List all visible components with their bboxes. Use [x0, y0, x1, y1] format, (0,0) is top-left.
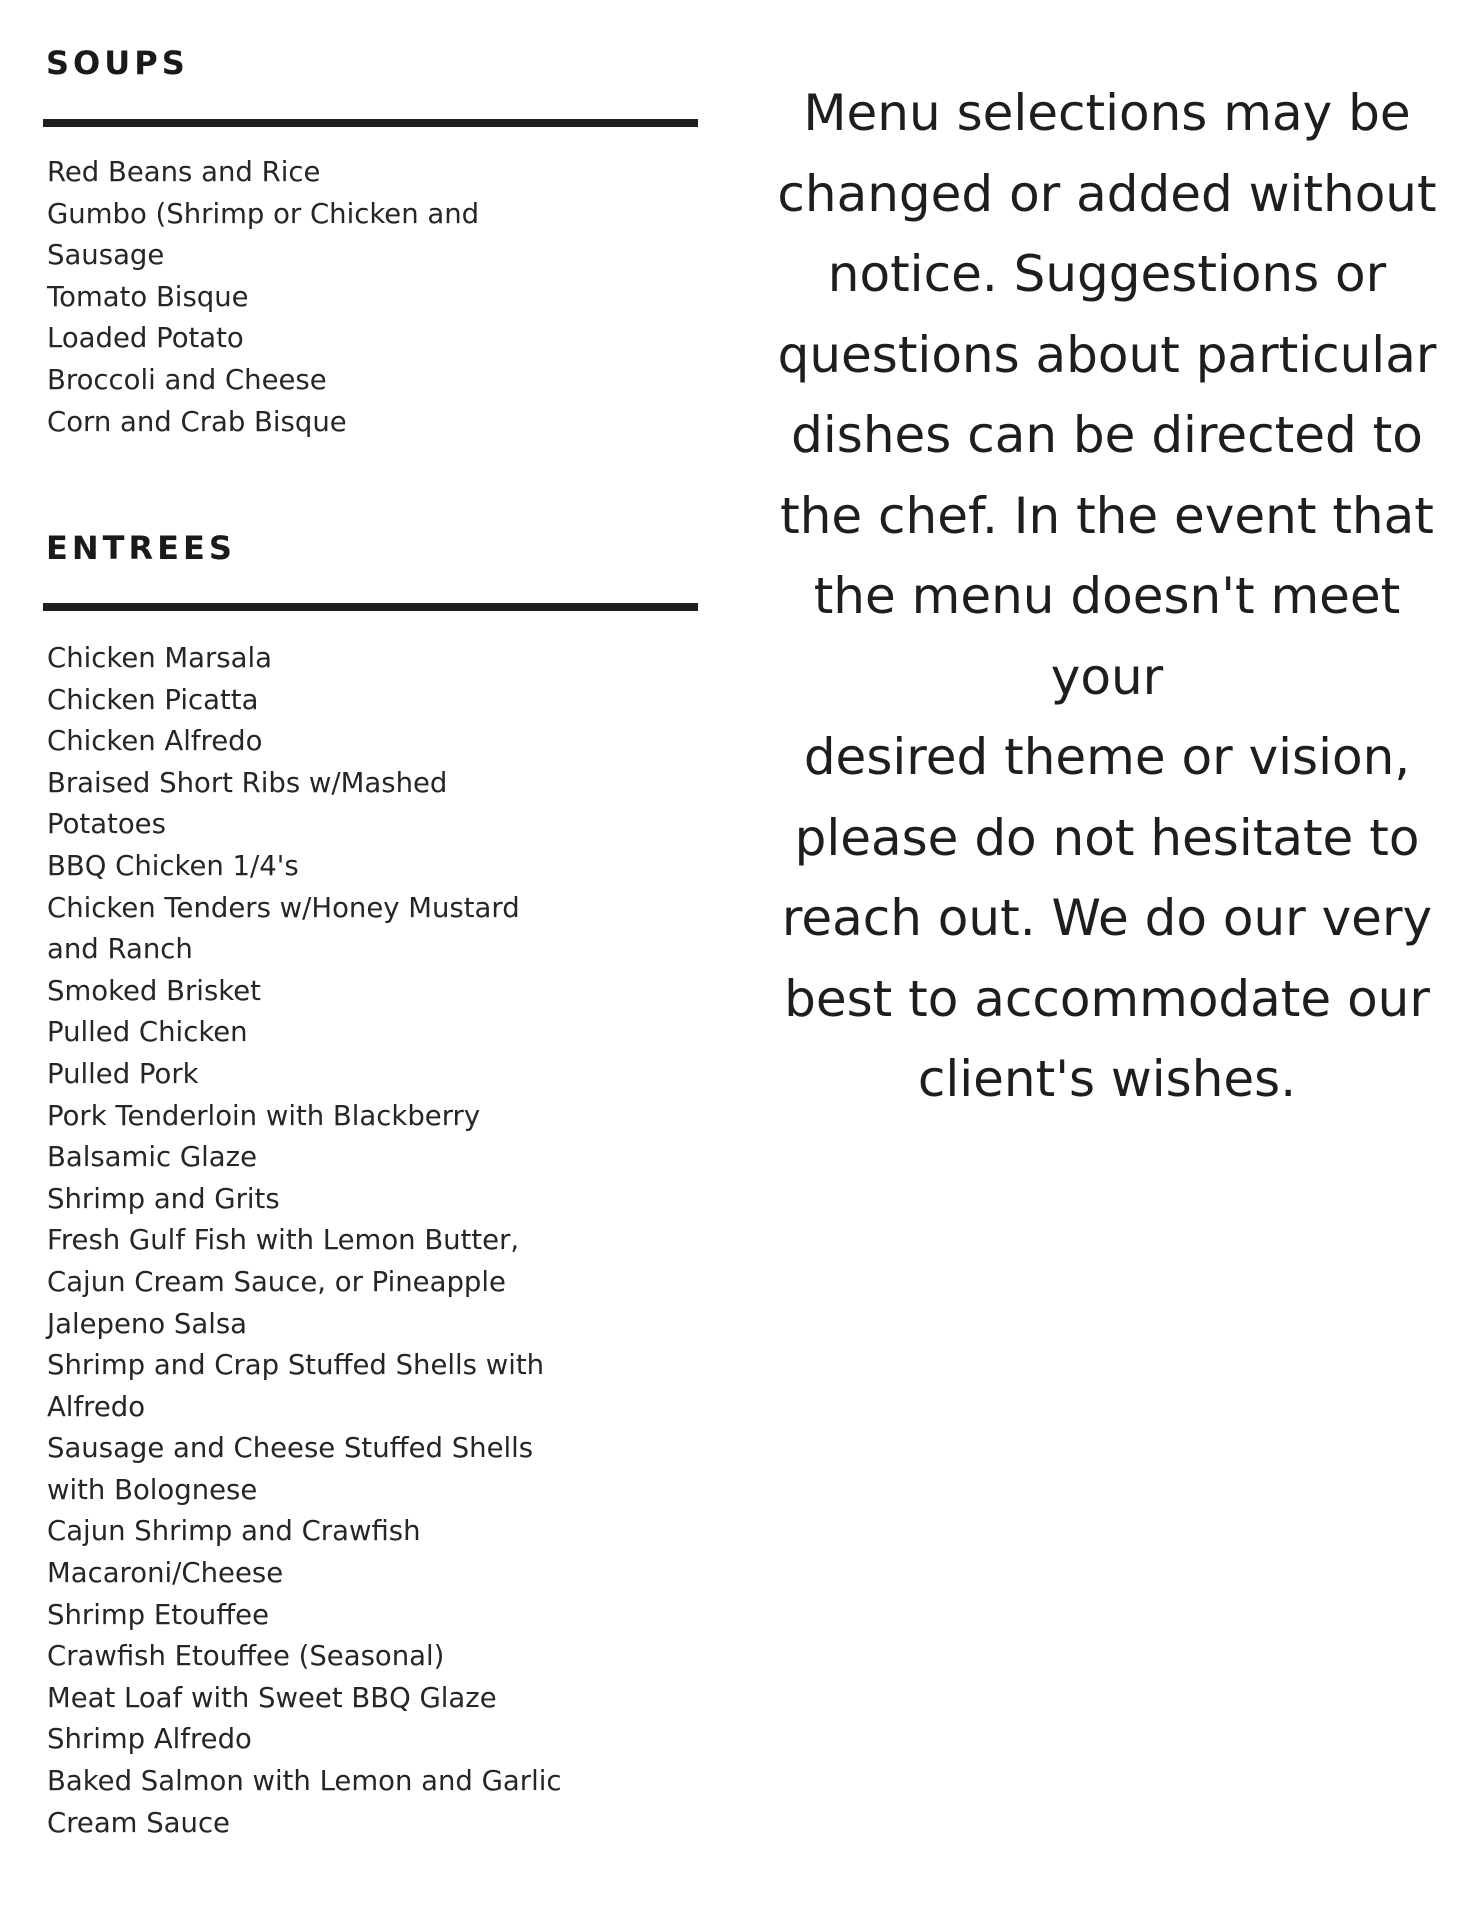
soups-list [47, 152, 567, 443]
menu-item: Smoked Brisket [47, 974, 261, 1007]
menu-item: Meat Loaf with Sweet BBQ Glaze [47, 1681, 497, 1714]
menu-item: Shrimp and Grits [47, 1182, 280, 1215]
menu-item: Chicken Alfredo [47, 725, 263, 758]
disclaimer-line: notice. Suggestions or [827, 245, 1387, 303]
menu-item: Balsamic Glaze [47, 1141, 257, 1174]
menu-item: Tomato Bisque [47, 280, 249, 313]
menu-item: Braised Short Ribs w/Mashed [47, 766, 448, 799]
menu-item: Red Beans and Rice [47, 156, 321, 188]
entrees-heading: ENTREES [46, 529, 236, 567]
menu-item: Pulled Chicken [47, 1016, 248, 1049]
menu-item: with Bolognese [47, 1473, 258, 1506]
menu-item: Pulled Pork [47, 1057, 199, 1090]
menu-item: Shrimp Etouffee [47, 1598, 270, 1631]
entrees-list [47, 638, 567, 1844]
menu-item: Chicken Picatta [47, 683, 259, 716]
menu-item: and Ranch [47, 933, 193, 966]
disclaimer-line: reach out. We do our very [781, 889, 1433, 947]
menu-item: Potatoes [47, 808, 166, 841]
menu-item: Baked Salmon with Lemon and Garlic [47, 1765, 562, 1798]
menu-item: Cream Sauce [47, 1806, 230, 1839]
menu-item: Alfredo [47, 1390, 146, 1423]
menu-item: Broccoli and Cheese [47, 363, 327, 396]
menu-item: Macaroni/Cheese [47, 1557, 284, 1590]
menu-item: Chicken Tenders w/Honey Mustard [47, 891, 520, 924]
disclaimer-line: Menu selections may be [803, 84, 1411, 142]
menu-item: Gumbo (Shrimp or Chicken and [47, 197, 480, 230]
menu-item: BBQ Chicken 1/4's [47, 849, 299, 882]
menu-item: Sausage [47, 239, 165, 272]
disclaimer-line: the chef. In the event that [780, 486, 1434, 545]
disclaimer-line: changed or added without [777, 164, 1437, 223]
disclaimer-line: client's wishes. [917, 1050, 1297, 1108]
soups-heading: SOUPS [46, 44, 189, 82]
soups-divider [43, 119, 698, 127]
menu-item: Chicken Marsala [47, 642, 272, 674]
menu-item: Sausage and Cheese Stuffed Shells [47, 1432, 534, 1465]
menu-disclaimer [752, 73, 1462, 1120]
menu-item: Jalepeno Salsa [47, 1307, 248, 1340]
entrees-divider [43, 603, 698, 611]
disclaimer-line: the menu doesn't meet your [813, 567, 1401, 706]
menu-item: Crawfish Etouffee (Seasonal) [47, 1640, 445, 1673]
menu-item: Shrimp and Crap Stuffed Shells with [47, 1349, 545, 1382]
disclaimer-line: desired theme or vision, [803, 728, 1411, 786]
disclaimer-line: questions about particular [777, 325, 1437, 384]
menu-item: Shrimp Alfredo [47, 1723, 252, 1756]
menu-item: Fresh Gulf Fish with Lemon Butter, [47, 1224, 520, 1257]
menu-item: Corn and Crab Bisque [47, 405, 347, 438]
menu-item: Loaded Potato [47, 322, 244, 355]
disclaimer-line: best to accommodate our [784, 969, 1430, 1028]
disclaimer-line: dishes can be directed to [791, 406, 1423, 464]
menu-item: Cajun Cream Sauce, or Pineapple [47, 1265, 506, 1298]
menu-item: Pork Tenderloin with Blackberry [47, 1099, 481, 1132]
menu-item: Cajun Shrimp and Crawfish [47, 1515, 421, 1548]
disclaimer-line: please do not hesitate to [794, 808, 1420, 867]
